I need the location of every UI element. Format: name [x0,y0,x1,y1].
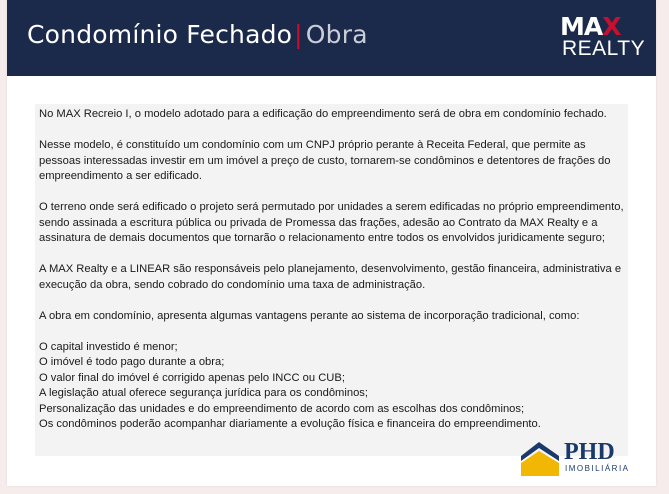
title-subtitle: Obra [305,20,368,49]
phd-logo [519,436,645,478]
max-realty-logo [560,12,646,60]
logo-x: X [602,12,621,41]
content-box [35,104,628,456]
list-item: O valor final do imóvel é corrigido apenas pelo INCC ou CUB; [39,371,345,384]
paragraph-responsibility: A MAX Realty e a LINEAR são responsáveis pelo planejamento, desenvolvimento, gestão financeira, administrativa e execução da obra, sendo cobrado do condomínio uma taxa de administração. [39,263,622,291]
title-separator: | [294,20,303,49]
list-item: Os condôminos poderão acompanhar diariamente a evolução física e financeira do empreendimento. [39,418,541,430]
logo-ma: MA [560,12,603,41]
advantages-list [39,340,624,433]
list-item: O capital investido é menor; [39,340,178,353]
header-bar [7,0,656,76]
slide [7,0,656,486]
phd-wordmark: PHD [564,439,615,465]
phd-tagline: IMOBILIÁRIA [565,464,630,473]
page-title [27,20,368,49]
paragraph-terrain: O terreno onde será edificado o projeto será permutado por unidades a serem edificadas no próprio empreendimento, sendo assinada a escritura pública ou privada de Promessa das frações, adesão ao Contrato da MAX Realty e a assinatura de demais documentos que tornarão o relacionamento entre todos os envolvidos juridicamente seguro; [39,201,624,244]
list-item: A legislação atual oferece segurança jurídica para os condôminos; [39,387,368,399]
logo-realty: REALTY [562,37,646,60]
paragraph-model: Nesse modelo, é constituído um condomínio com um CNPJ próprio perante à Receita Federal, que permite as pessoas interessadas investir em um imóvel a preço de custo, tornarem-se condôminos e detentores de frações do empreendimento a ser edificado. [39,139,611,182]
title-main: Condomínio Fechado [27,20,293,49]
paragraph-intro: No MAX Recreio I, o modelo adotado para a edificação do empreendimento será de obra em condomínio fechado. [39,108,607,120]
house-roof-icon [519,436,561,478]
paragraph-advantages-intro: A obra em condomínio, apresenta algumas vantagens perante ao sistema de incorporação tradicional, como: [39,309,580,322]
list-item: O imóvel é todo pago durante a obra; [39,356,225,368]
body-text [39,107,624,433]
list-item: Personalização das unidades e do empreendimento de acordo com as escolhas dos condôminos; [39,402,525,415]
